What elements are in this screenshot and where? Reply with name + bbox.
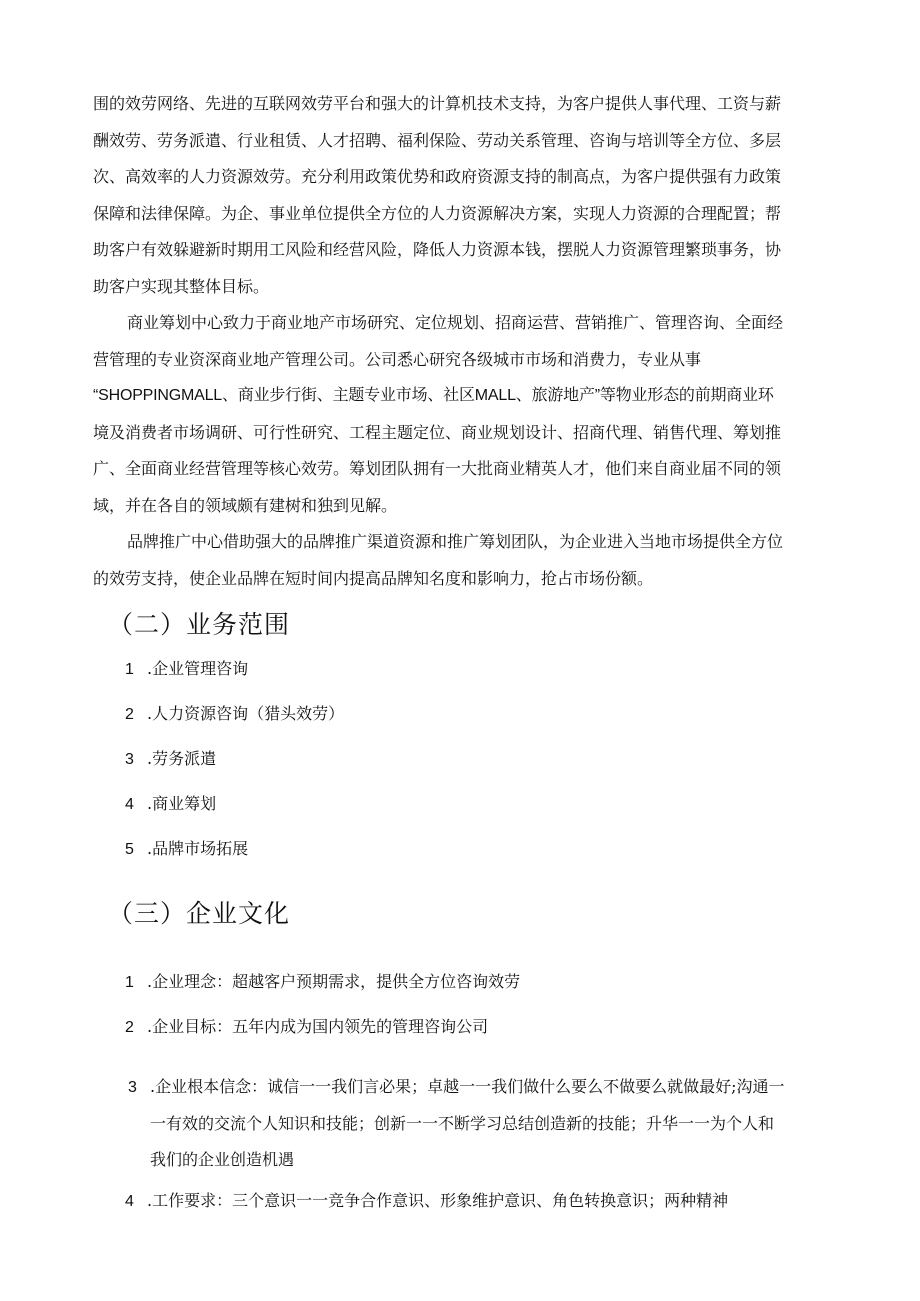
text-line: 商业筹划中心致力于商业地产市场研究、定位规划、招商运营、营销推广、管理咨询、全面经: [127, 313, 784, 332]
text-line: 的效劳支持，使企业品牌在短时间内提高品牌知名度和影响力，抢占市场份额。: [93, 568, 654, 588]
section-heading-corporate-culture: （三）企业文化: [108, 899, 291, 928]
list-item: [125, 1189, 728, 1214]
list-item: [125, 702, 344, 727]
paragraph-commercial-planning: [93, 305, 825, 524]
list-number: 1: [125, 661, 134, 678]
text-line: “SHOPPINGMALL、商业步行街、主题专业市场、社区MALL、旅游地产”等物业形态的前期商业环: [93, 387, 774, 404]
paragraph-hr-services: [93, 86, 825, 305]
list-text: .企业目标：五年内成为国内领先的管理咨询公司: [147, 1017, 489, 1036]
list-text: .人力资源咨询（猎头效劳）: [147, 704, 345, 723]
list-item: [125, 657, 248, 682]
text-line: 酬效劳、劳务派遣、行业租赁、人才招聘、福利保险、劳动关系管理、咨询与培训等全方位、多层: [93, 130, 782, 150]
list-text: .企业理念：超越客户预期需求，提供全方位咨询效劳: [147, 972, 521, 991]
list-text: .企业根本信念：诚信一一我们言必果；卓越一一我们做什么要么不做要么就做最好;沟通一: [150, 1077, 785, 1096]
list-text: .工作要求：三个意识一一竞争合作意识、形象维护意识、角色转换意识；两种精神: [147, 1191, 729, 1210]
list-number: 1: [125, 974, 134, 991]
text-line: 助客户实现其整体目标。: [93, 276, 270, 296]
section-heading-business-scope: （二）业务范围: [108, 610, 291, 639]
list-item: [125, 970, 520, 995]
list-number: 5: [125, 841, 134, 858]
text-line: 围的效劳网络、先进的互联网效劳平台和强大的计算机技术支持，为客户提供人事代理、工资与薪: [93, 94, 782, 113]
list-number: 4: [125, 1193, 134, 1210]
paragraph-brand-promotion: [93, 524, 825, 597]
text-line: 广、全面商业经营管理等核心效劳。筹划团队拥有一大批商业精英人才，他们来自商业届不同的领: [93, 459, 782, 478]
list-text: .劳务派遣: [147, 749, 217, 768]
list-number: 3: [128, 1079, 137, 1096]
list-item: [125, 1015, 488, 1040]
list-text: .商业筹划: [147, 794, 217, 813]
text-line: 品牌推广中心借助强大的品牌推广渠道资源和推广筹划团队，为企业进入当地市场提供全方位: [127, 532, 784, 551]
list-item: [125, 792, 216, 817]
list-item: [125, 837, 248, 862]
list-text-continuation: 我们的企业创造机遇: [150, 1150, 295, 1169]
list-text: .品牌市场拓展: [147, 839, 249, 858]
text-line: 境及消费者市场调研、可行性研究、工程主题定位、商业规划设计、招商代理、销售代理、筹划推: [93, 422, 782, 442]
list-number: 4: [125, 796, 134, 813]
list-item: [125, 747, 216, 772]
text-line: 域，并在各自的领域颇有建树和独到见解。: [93, 495, 398, 515]
list-text: .企业管理咨询: [147, 659, 249, 678]
list-text-continuation: 一有效的交流个人知识和技能；创新一一不断学习总结创造新的技能；升华一一为个人和: [150, 1114, 775, 1133]
list-number: 2: [125, 1019, 134, 1036]
list-number: 3: [125, 751, 134, 768]
list-number: 2: [125, 706, 134, 723]
list-item: [128, 1069, 828, 1178]
text-line: 助客户有效躲避新时期用工风险和经营风险，降低人力资源本钱，摆脱人力资源管理繁琐事务，协: [93, 240, 782, 259]
text-line: 营管理的专业资深商业地产管理公司。公司悉心研究各级城市市场和消费力，专业从事: [93, 349, 702, 369]
text-line: 保障和法律保障。为企、事业单位提供全方位的人力资源解决方案，实现人力资源的合理配置；帮: [93, 203, 782, 223]
text-line: 次、高效率的人力资源效劳。充分利用政策优势和政府资源支持的制高点，为客户提供强有力政策: [93, 167, 782, 186]
